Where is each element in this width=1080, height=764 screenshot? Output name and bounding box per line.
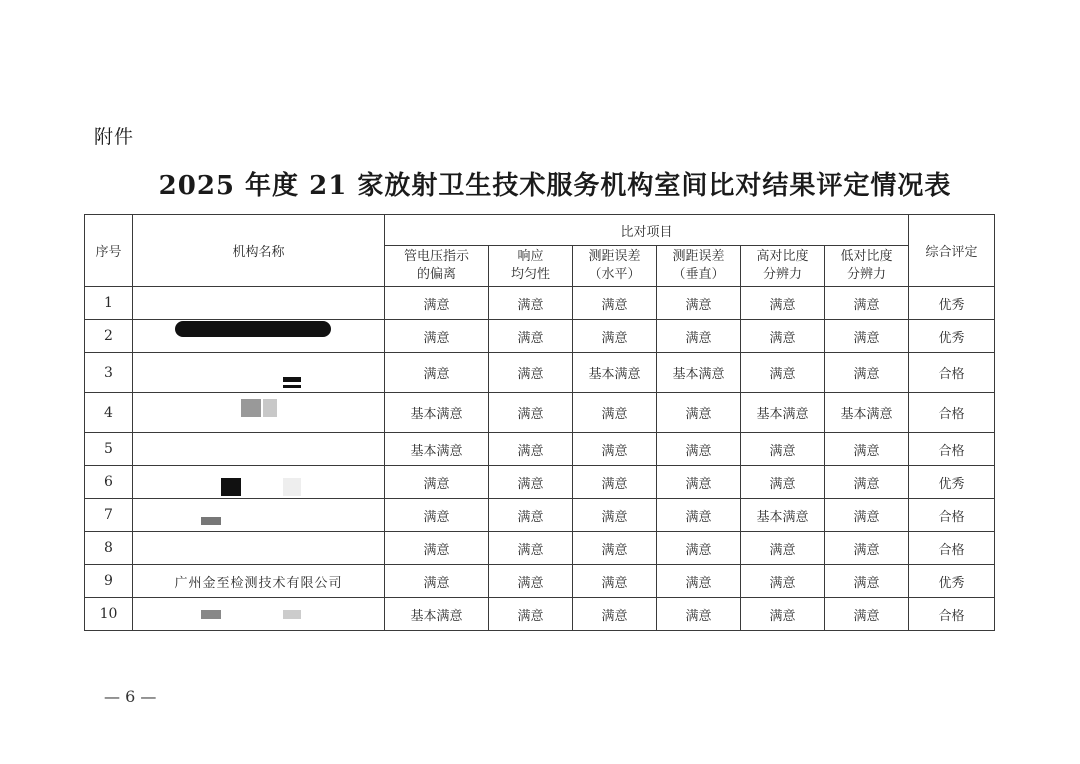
- result-cell: 满意: [825, 565, 909, 598]
- result-cell: 基本满意: [741, 499, 825, 532]
- header-item-line: 管电压指示: [403, 249, 469, 264]
- table-row: [85, 499, 995, 532]
- result-cell: 满意: [385, 499, 489, 532]
- table-row: [85, 320, 995, 353]
- result-cell: 满意: [573, 466, 657, 499]
- header-item-line: 测距误差: [672, 249, 725, 264]
- result-cell: 满意: [385, 287, 489, 320]
- result-cell: 满意: [657, 532, 741, 565]
- header-item-line: 低对比度: [840, 249, 893, 264]
- overall-rating: 合格: [909, 433, 995, 466]
- result-cell: 基本满意: [385, 598, 489, 631]
- header-item: [825, 246, 909, 287]
- header-name: 机构名称: [133, 215, 385, 287]
- result-cell: 满意: [489, 433, 573, 466]
- result-cell: 满意: [657, 320, 741, 353]
- result-cell: 满意: [825, 598, 909, 631]
- overall-rating: 优秀: [909, 287, 995, 320]
- result-cell: 满意: [741, 433, 825, 466]
- header-item: [573, 246, 657, 287]
- overall-rating: 合格: [909, 598, 995, 631]
- result-cell: 满意: [741, 287, 825, 320]
- header-item-line: 分辨力: [847, 267, 887, 282]
- header-item-line: 高对比度: [756, 249, 809, 264]
- row-seq: 2: [85, 320, 133, 353]
- result-cell: 满意: [573, 433, 657, 466]
- result-cell: 满意: [741, 565, 825, 598]
- result-cell: 满意: [657, 393, 741, 433]
- row-institution-name: [133, 532, 385, 565]
- row-seq: 1: [85, 287, 133, 320]
- result-cell: 满意: [741, 532, 825, 565]
- result-cell: 满意: [489, 565, 573, 598]
- result-cell: 满意: [825, 433, 909, 466]
- redaction-mark: [201, 517, 221, 525]
- result-cell: 满意: [657, 598, 741, 631]
- result-cell: 满意: [573, 287, 657, 320]
- result-cell: 满意: [657, 565, 741, 598]
- row-seq: 5: [85, 433, 133, 466]
- row-seq: 6: [85, 466, 133, 499]
- result-cell: 满意: [489, 532, 573, 565]
- document-title: 2025 年度 21 家放射卫生技术服务机构室间比对结果评定情况表: [158, 171, 952, 201]
- row-institution-name: [133, 287, 385, 320]
- row-institution-name: [133, 499, 385, 532]
- result-cell: 满意: [489, 393, 573, 433]
- header-item-line: 均匀性: [510, 267, 550, 282]
- result-cell: 满意: [489, 598, 573, 631]
- result-cell: 满意: [385, 466, 489, 499]
- result-cell: 基本满意: [825, 393, 909, 433]
- institution-name-text: 广州金至检测技术有限公司: [174, 575, 343, 591]
- row-institution-name: [133, 320, 385, 353]
- result-cell: 满意: [657, 466, 741, 499]
- overall-rating: 合格: [909, 353, 995, 393]
- result-cell: 满意: [385, 532, 489, 565]
- header-item-line: 测距误差: [588, 249, 641, 264]
- result-cell: 满意: [573, 320, 657, 353]
- overall-rating: 合格: [909, 499, 995, 532]
- result-cell: 满意: [489, 499, 573, 532]
- result-cell: 满意: [573, 598, 657, 631]
- result-cell: 满意: [825, 320, 909, 353]
- row-institution-name: [133, 393, 385, 433]
- table-row: [85, 532, 995, 565]
- result-cell: 满意: [657, 499, 741, 532]
- result-cell: 满意: [825, 499, 909, 532]
- result-cell: 满意: [741, 598, 825, 631]
- redaction-mark: [283, 385, 301, 388]
- redaction-mark: [221, 478, 241, 496]
- result-cell: 基本满意: [573, 353, 657, 393]
- overall-rating: 优秀: [909, 466, 995, 499]
- result-cell: 满意: [489, 320, 573, 353]
- header-seq: 序号: [85, 215, 133, 287]
- header-item-line: 响应: [517, 249, 544, 264]
- result-cell: 满意: [825, 466, 909, 499]
- header-item-line: 分辨力: [762, 267, 802, 282]
- table-row: [85, 353, 995, 393]
- row-seq: 8: [85, 532, 133, 565]
- overall-rating: 优秀: [909, 565, 995, 598]
- row-institution-name: [133, 565, 385, 598]
- row-institution-name: [133, 598, 385, 631]
- redaction-mark: [241, 399, 261, 417]
- table-row: [85, 466, 995, 499]
- redaction-mark: [201, 610, 221, 619]
- result-cell: 满意: [573, 499, 657, 532]
- header-item: [385, 246, 489, 287]
- table-row: [85, 565, 995, 598]
- result-cell: 满意: [657, 433, 741, 466]
- result-cell: 满意: [489, 466, 573, 499]
- page-number: — 6 —: [104, 687, 157, 706]
- attachment-label: 附件: [94, 126, 135, 148]
- redaction-mark: [283, 377, 301, 382]
- header-item: [489, 246, 573, 287]
- result-cell: 满意: [741, 466, 825, 499]
- redaction-mark: [283, 610, 301, 619]
- result-cell: 满意: [825, 287, 909, 320]
- row-seq: 7: [85, 499, 133, 532]
- overall-rating: 合格: [909, 532, 995, 565]
- result-cell: 满意: [573, 565, 657, 598]
- row-seq: 4: [85, 393, 133, 433]
- result-cell: 满意: [657, 287, 741, 320]
- result-cell: 基本满意: [385, 393, 489, 433]
- redaction-mark: [263, 399, 277, 417]
- row-seq: 10: [85, 598, 133, 631]
- header-item-line: （水平）: [588, 267, 641, 282]
- result-cell: 满意: [385, 565, 489, 598]
- result-cell: 满意: [741, 320, 825, 353]
- result-cell: 基本满意: [657, 353, 741, 393]
- results-table: [84, 214, 995, 631]
- result-cell: 满意: [385, 320, 489, 353]
- header-item: [741, 246, 825, 287]
- row-institution-name: [133, 433, 385, 466]
- result-cell: 满意: [825, 353, 909, 393]
- result-cell: 满意: [489, 287, 573, 320]
- result-cell: 基本满意: [385, 433, 489, 466]
- row-institution-name: [133, 353, 385, 393]
- result-cell: 满意: [741, 353, 825, 393]
- result-cell: 满意: [573, 532, 657, 565]
- redaction-mark: [175, 321, 331, 337]
- table-row: [85, 598, 995, 631]
- redaction-mark: [283, 478, 301, 496]
- result-cell: 满意: [385, 353, 489, 393]
- table-row: [85, 433, 995, 466]
- row-seq: 3: [85, 353, 133, 393]
- result-cell: 基本满意: [741, 393, 825, 433]
- header-group: 比对项目: [385, 215, 909, 246]
- result-cell: 满意: [825, 532, 909, 565]
- result-cell: 满意: [573, 393, 657, 433]
- result-cell: 满意: [489, 353, 573, 393]
- overall-rating: 优秀: [909, 320, 995, 353]
- table-row: [85, 287, 995, 320]
- header-overall: 综合评定: [909, 215, 995, 287]
- header-item-line: （垂直）: [672, 267, 725, 282]
- row-institution-name: [133, 466, 385, 499]
- header-item: [657, 246, 741, 287]
- table-row: [85, 393, 995, 433]
- header-item-line: 的偏离: [416, 267, 456, 282]
- overall-rating: 合格: [909, 393, 995, 433]
- row-seq: 9: [85, 565, 133, 598]
